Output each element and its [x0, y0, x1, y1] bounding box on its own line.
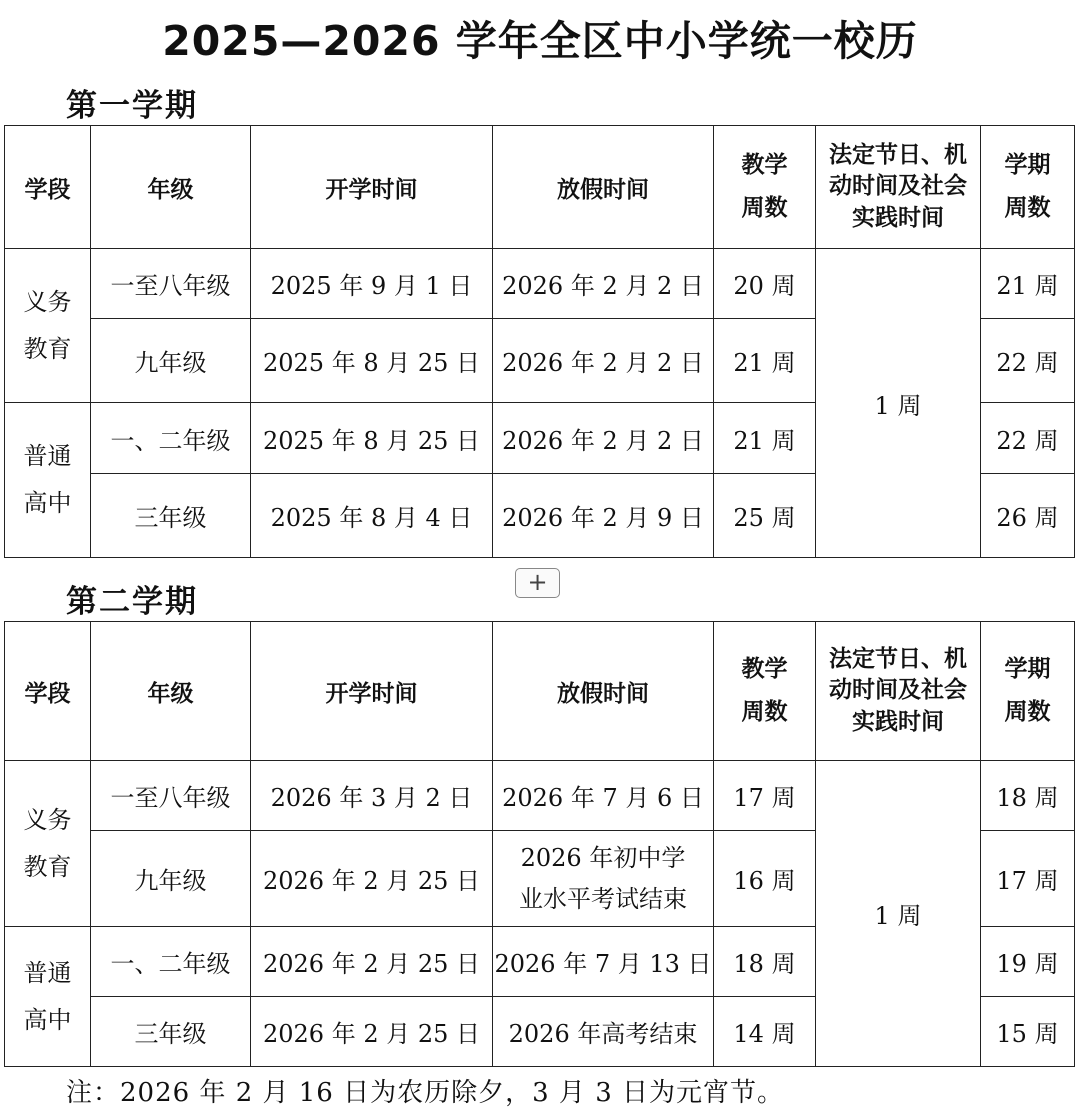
semester-1-heading: 第一学期	[66, 88, 198, 124]
table-header-row	[5, 622, 1075, 761]
table-row	[5, 249, 1075, 319]
holiday-cell: 2026 年 2 月 2 日	[493, 319, 714, 403]
legal-holidays-cell: 1 周	[816, 249, 981, 558]
term-weeks-cell: 22 周	[981, 403, 1075, 474]
holiday-cell: 2026 年 2 月 9 日	[493, 474, 714, 558]
header-stage: 学段	[5, 622, 91, 761]
teaching-weeks-cell: 21 周	[714, 403, 816, 474]
holiday-cell: 2026 年初中学业水平考试结束	[493, 831, 714, 927]
stage-cell: 义务教育	[5, 249, 91, 403]
start-cell: 2026 年 2 月 25 日	[251, 831, 493, 927]
start-cell: 2026 年 2 月 25 日	[251, 997, 493, 1067]
term-weeks-cell: 19 周	[981, 927, 1075, 997]
footnote: 注：2026 年 2 月 16 日为农历除夕，3 月 3 日为元宵节。	[66, 1078, 784, 1108]
holiday-cell: 2026 年高考结束	[493, 997, 714, 1067]
header-start-time: 开学时间	[251, 622, 493, 761]
term-weeks-cell: 21 周	[981, 249, 1075, 319]
holiday-cell: 2026 年 2 月 2 日	[493, 403, 714, 474]
header-term-weeks: 学期周数	[981, 622, 1075, 761]
term-weeks-cell: 22 周	[981, 319, 1075, 403]
page-title: 2025—2026 学年全区中小学统一校历	[162, 17, 918, 65]
semester-2-table	[4, 621, 1075, 1067]
teaching-weeks-cell: 16 周	[714, 831, 816, 927]
header-holiday-time: 放假时间	[493, 126, 714, 249]
teaching-weeks-cell: 17 周	[714, 761, 816, 831]
term-weeks-cell: 15 周	[981, 997, 1075, 1067]
teaching-weeks-cell: 18 周	[714, 927, 816, 997]
start-cell: 2026 年 3 月 2 日	[251, 761, 493, 831]
holiday-cell: 2026 年 7 月 6 日	[493, 761, 714, 831]
start-cell: 2025 年 8 月 4 日	[251, 474, 493, 558]
holiday-cell: 2026 年 2 月 2 日	[493, 249, 714, 319]
teaching-weeks-cell: 20 周	[714, 249, 816, 319]
header-start-time: 开学时间	[251, 126, 493, 249]
grade-cell: 一、二年级	[91, 927, 251, 997]
start-cell: 2025 年 8 月 25 日	[251, 319, 493, 403]
grade-cell: 一、二年级	[91, 403, 251, 474]
header-stage: 学段	[5, 126, 91, 249]
header-teaching-weeks: 教学周数	[714, 126, 816, 249]
header-holiday-time: 放假时间	[493, 622, 714, 761]
header-legal-holidays: 法定节日、机动时间及社会实践时间	[816, 622, 981, 761]
teaching-weeks-cell: 14 周	[714, 997, 816, 1067]
grade-cell: 三年级	[91, 474, 251, 558]
holiday-cell: 2026 年 7 月 13 日	[493, 927, 714, 997]
stage-cell: 义务教育	[5, 761, 91, 927]
header-teaching-weeks: 教学周数	[714, 622, 816, 761]
teaching-weeks-cell: 25 周	[714, 474, 816, 558]
add-button[interactable]: +	[515, 568, 560, 598]
term-weeks-cell: 18 周	[981, 761, 1075, 831]
start-cell: 2026 年 2 月 25 日	[251, 927, 493, 997]
teaching-weeks-cell: 21 周	[714, 319, 816, 403]
start-cell: 2025 年 9 月 1 日	[251, 249, 493, 319]
semester-2-heading: 第二学期	[66, 584, 198, 620]
term-weeks-cell: 17 周	[981, 831, 1075, 927]
table-row	[5, 761, 1075, 831]
header-legal-holidays: 法定节日、机动时间及社会实践时间	[816, 126, 981, 249]
header-term-weeks: 学期周数	[981, 126, 1075, 249]
header-grade: 年级	[91, 126, 251, 249]
grade-cell: 一至八年级	[91, 761, 251, 831]
semester-1-table	[4, 125, 1075, 558]
grade-cell: 九年级	[91, 831, 251, 927]
legal-holidays-cell: 1 周	[816, 761, 981, 1067]
header-grade: 年级	[91, 622, 251, 761]
term-weeks-cell: 26 周	[981, 474, 1075, 558]
stage-cell: 普通高中	[5, 403, 91, 558]
grade-cell: 一至八年级	[91, 249, 251, 319]
grade-cell: 三年级	[91, 997, 251, 1067]
start-cell: 2025 年 8 月 25 日	[251, 403, 493, 474]
grade-cell: 九年级	[91, 319, 251, 403]
stage-cell: 普通高中	[5, 927, 91, 1067]
table-header-row	[5, 126, 1075, 249]
